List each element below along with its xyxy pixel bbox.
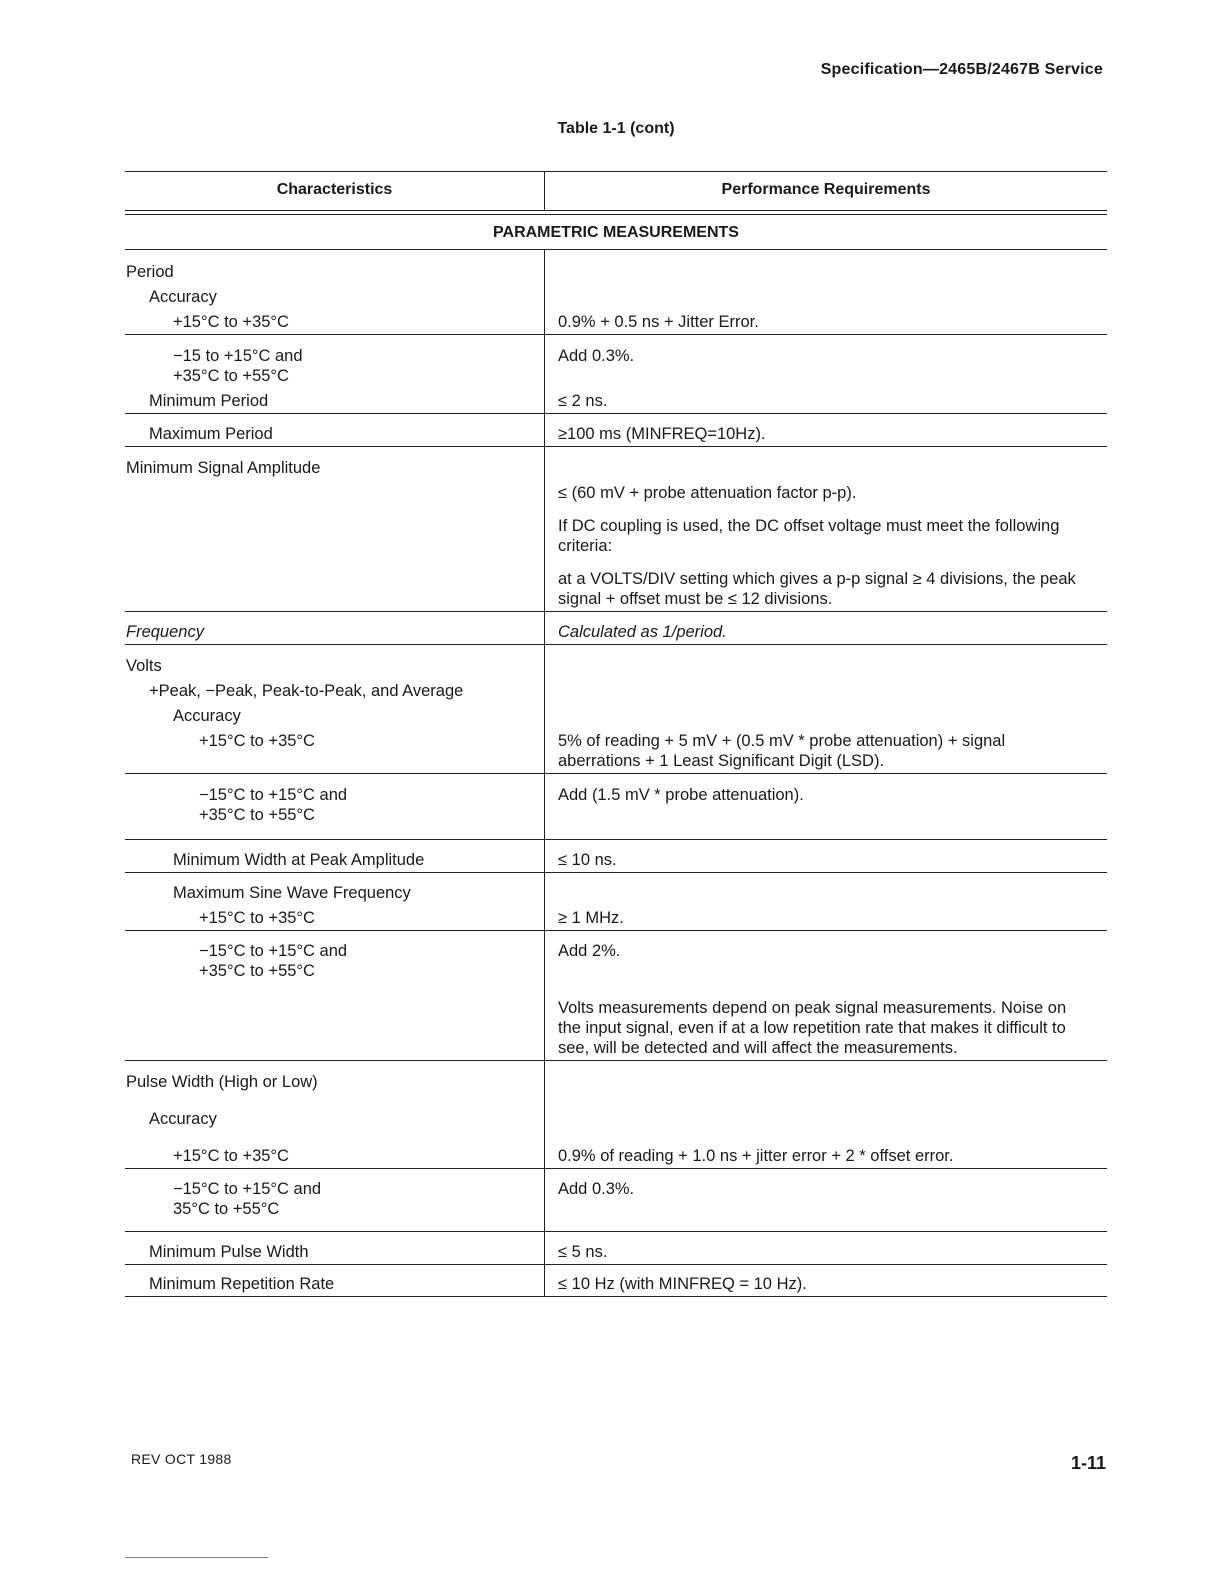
table-row xyxy=(125,1265,1107,1297)
cell-label: Accuracy xyxy=(149,288,217,306)
cell-label: Minimum Width at Peak Amplitude xyxy=(173,851,425,869)
table-row xyxy=(125,1061,1107,1169)
section-heading: PARAMETRIC MEASUREMENTS xyxy=(125,215,1107,250)
revision-date: REV OCT 1988 xyxy=(131,1451,232,1467)
cell-label: Maximum Period xyxy=(149,425,273,443)
cell-value: 0.9% of reading + 1.0 ns + jitter error + 2 * offset error. xyxy=(558,1147,954,1165)
cell-label: +15°C to +35°C xyxy=(173,1147,289,1165)
cell-value: 5% of reading + 5 mV + (0.5 mV * probe attenuation) + signal aberrations + 1 Least Significant Digit (LSD). xyxy=(558,732,1006,770)
cell-value: ≤ 5 ns. xyxy=(558,1243,608,1261)
table-row xyxy=(125,335,1107,413)
cell-label: Minimum Repetition Rate xyxy=(149,1275,335,1293)
column-header-row xyxy=(125,171,1107,211)
cell-label: +15°C to +35°C xyxy=(199,909,315,927)
cell-value: Calculated as 1/period. xyxy=(558,623,727,641)
cell-label: Minimum Pulse Width xyxy=(149,1243,309,1261)
cell-label: Period xyxy=(126,263,174,281)
cell-label: −15°C to +15°C and xyxy=(173,1180,322,1198)
cell-value: ≤ 10 Hz (with MINFREQ = 10 Hz). xyxy=(558,1275,807,1293)
cell-label: +15°C to +35°C xyxy=(173,313,289,331)
page-number: 1-11 xyxy=(1070,1453,1106,1473)
cell-label: −15°C to +15°C and xyxy=(199,786,348,804)
cell-value: Add 0.3%. xyxy=(558,1180,635,1198)
table-row xyxy=(125,612,1107,645)
cell-value: ≤ 2 ns. xyxy=(558,392,608,410)
cell-label: +35°C to +55°C xyxy=(173,367,289,385)
cell-label: −15°C to +15°C and xyxy=(199,942,348,960)
spec-table xyxy=(125,171,1107,1297)
table-row xyxy=(125,645,1107,774)
table-row xyxy=(125,413,1107,447)
cell-label: Volts xyxy=(126,657,162,675)
table-row xyxy=(125,840,1107,873)
cell-label: Maximum Sine Wave Frequency xyxy=(173,884,411,902)
table-row xyxy=(125,1169,1107,1232)
cell-label: Pulse Width (High or Low) xyxy=(126,1073,318,1091)
cell-label: +Peak, −Peak, Peak-to-Peak, and Average xyxy=(149,682,464,700)
cell-label: Minimum Signal Amplitude xyxy=(126,459,321,477)
cell-value: ≤ (60 mV + probe attenuation factor p-p). xyxy=(558,484,857,502)
cell-label: −15 to +15°C and xyxy=(173,347,303,365)
cell-label: 35°C to +55°C xyxy=(173,1200,280,1218)
table-row xyxy=(125,1232,1107,1265)
cell-label: +35°C to +55°C xyxy=(199,962,315,980)
cell-value: Add 2%. xyxy=(558,942,621,960)
footer-rule xyxy=(125,1557,268,1558)
cell-label: +35°C to +55°C xyxy=(199,806,315,824)
table-row xyxy=(125,774,1107,840)
cell-label: Accuracy xyxy=(149,1110,217,1128)
cell-label: Minimum Period xyxy=(149,392,269,410)
table-row xyxy=(125,931,1107,1061)
cell-value: ≤ 10 ns. xyxy=(558,851,617,869)
cell-value: 0.9% + 0.5 ns + Jitter Error. xyxy=(558,313,759,331)
cell-value: Volts measurements depend on peak signal measurements. Noise on the input signal, even if at a low repetition rate that makes it difficult to see, will be detected and will affect the measurements. xyxy=(558,999,1067,1057)
cell-value: at a VOLTS/DIV setting which gives a p-p signal ≥ 4 divisions, the peak signal + offset must be ≤ 12 divisions. xyxy=(558,570,1076,608)
cell-label: +15°C to +35°C xyxy=(199,732,315,750)
cell-value: ≥100 ms (MINFREQ=10Hz). xyxy=(558,425,766,443)
cell-label: Frequency xyxy=(126,623,204,641)
cell-label: Accuracy xyxy=(173,707,241,725)
cell-value: Add (1.5 mV * probe attenuation). xyxy=(558,786,804,804)
column-header-characteristics: Characteristics xyxy=(276,181,393,198)
cell-value: If DC coupling is used, the DC offset voltage must meet the following criteria: xyxy=(558,517,1060,555)
cell-value: ≥ 1 MHz. xyxy=(558,909,624,927)
cell-value: Add 0.3%. xyxy=(558,347,635,365)
running-header: Specification—2465B/2467B Service xyxy=(820,61,1103,78)
column-header-requirements: Performance Requirements xyxy=(721,181,931,198)
table-row xyxy=(125,250,1107,335)
table-row xyxy=(125,873,1107,931)
table-title: Table 1-1 (cont) xyxy=(557,120,675,137)
table-row xyxy=(125,447,1107,612)
